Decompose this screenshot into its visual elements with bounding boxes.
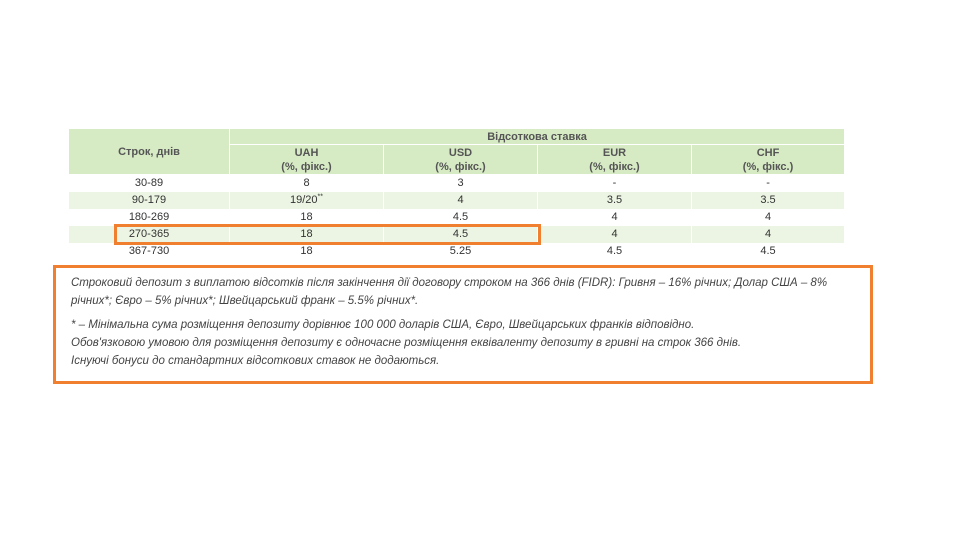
currency-sub: (%, фікс.): [281, 160, 332, 173]
eur-cell: 4: [538, 226, 692, 243]
chf-cell: 3.5: [692, 192, 845, 209]
uah-value: 18: [300, 245, 313, 257]
term-cell: 367-730: [69, 243, 230, 260]
chf-cell: 4: [692, 226, 845, 243]
usd-cell: 5.25: [384, 243, 538, 260]
term-cell: 270-365: [69, 226, 230, 243]
term-header: Строк, днів: [69, 129, 230, 175]
footnote-mark: **: [317, 193, 323, 201]
usd-cell: 3: [384, 175, 538, 193]
currency-sub: (%, фікс.): [742, 160, 794, 173]
currency-header-chf: [692, 145, 845, 175]
uah-cell: [230, 192, 384, 209]
currency-sub: (%, фікс.): [589, 160, 640, 173]
usd-cell: 4.5: [384, 209, 538, 226]
currency-header-eur: [538, 145, 692, 175]
currency-sub: (%, фікс.): [435, 160, 486, 173]
eur-cell: 3.5: [538, 192, 692, 209]
uah-value: 8: [303, 177, 310, 189]
footnote-min-amount: * – Мінімальна сума розміщення депозиту дорівнює 100 000 доларів США, Євро, Швейцарських франків відповідно.: [71, 319, 695, 331]
usd-cell: 4.5: [384, 226, 538, 243]
currency-code: UAH: [294, 146, 319, 159]
currency-header-usd: [384, 145, 538, 175]
footnote-condition: Обов'язковою умовою для розміщення депозиту є одночасне розміщення еквіваленту депозиту в гривні на строк 366 днів.: [71, 337, 742, 349]
uah-cell: [230, 243, 384, 260]
usd-cell: 4: [384, 192, 538, 209]
uah-value: 19/20: [290, 194, 318, 206]
term-cell: 30-89: [69, 175, 230, 193]
eur-cell: 4: [538, 209, 692, 226]
table-row: [69, 175, 845, 193]
chf-cell: 4: [692, 209, 845, 226]
uah-value: 18: [300, 228, 313, 240]
chf-cell: 4.5: [692, 243, 845, 260]
term-cell: 90-179: [69, 192, 230, 209]
fidr-note: Строковий депозит з виплатою відсотків після закінчення дії договору строком на 366 днів (FIDR): Гривня – 16% річних; Долар США – 8% річних*; Євро – 5% річних*; Швейцарський франк – 5.5% річних*.: [71, 277, 828, 307]
currency-header-uah: [230, 145, 384, 175]
table-row: [69, 243, 845, 260]
eur-cell: 4.5: [538, 243, 692, 260]
currency-code: CHF: [756, 146, 780, 159]
row-highlight-frame: [114, 224, 541, 245]
rate-header: Відсоткова ставка: [230, 129, 845, 145]
footnote-bonus: Існуючі бонуси до стандартних відсоткових ставок не додаються.: [71, 355, 440, 367]
currency-code: USD: [448, 146, 473, 159]
table-row: [69, 192, 845, 209]
chf-cell: -: [692, 175, 845, 193]
eur-cell: -: [538, 175, 692, 193]
uah-cell: [230, 175, 384, 193]
term-cell: 180-269: [69, 209, 230, 226]
conditions-note-box: [53, 265, 873, 384]
currency-code: EUR: [602, 146, 627, 159]
uah-value: 18: [300, 211, 313, 223]
